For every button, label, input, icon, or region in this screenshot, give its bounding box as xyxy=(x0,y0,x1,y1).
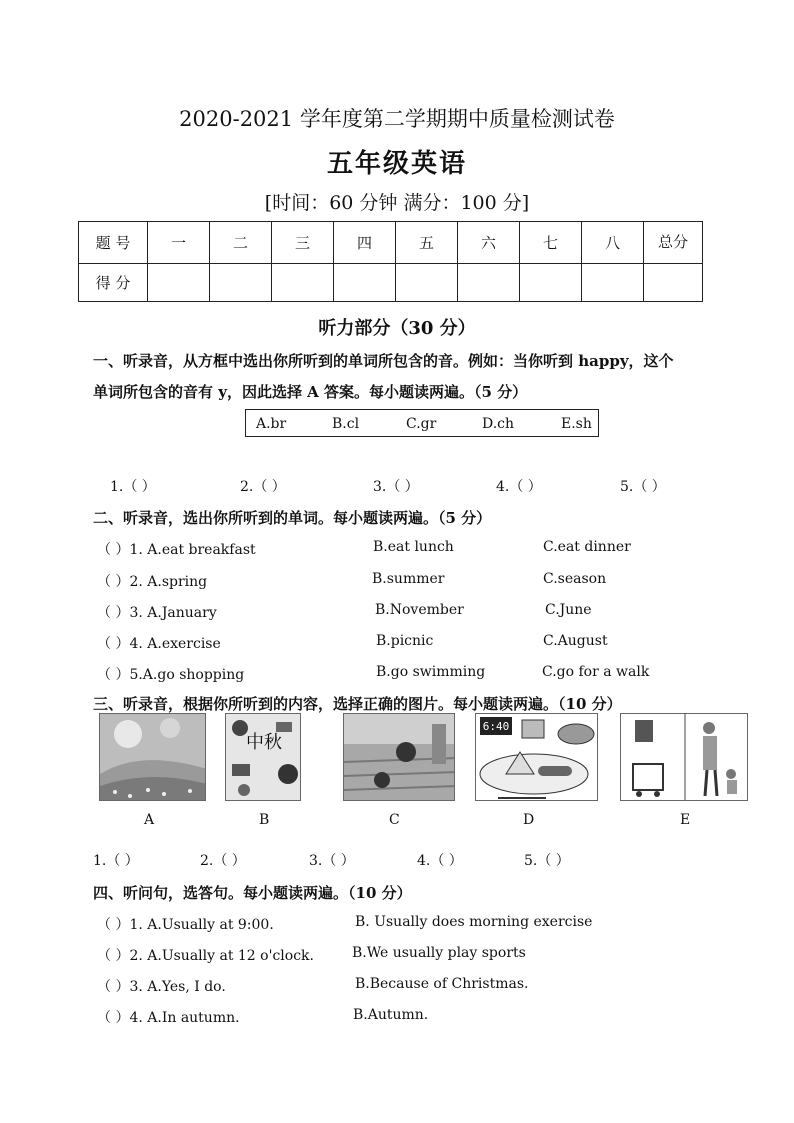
q2-4-option-a[interactable]: （ ）4. A.exercise xyxy=(97,636,221,652)
answer-blank-5[interactable]: 5.（ ） xyxy=(620,479,666,495)
picture-b-mid-autumn[interactable] xyxy=(225,713,301,801)
q2-3-option-a[interactable]: （ ）3. A.January xyxy=(97,605,217,621)
section2-instruction: 二、听录音，选出你所听到的单词。每小题读两遍。（5 分） xyxy=(93,509,492,527)
q4-4-option-b[interactable]: B.Autumn. xyxy=(353,1007,429,1023)
q4-3-option-a[interactable]: （ ）3. A.Yes, I do. xyxy=(97,979,226,995)
section1-instruction: 一、听录音，从方框中选出你所听到的单词所包含的音。例如：当你听到 happy，这个 xyxy=(93,352,674,370)
answer-blank-3[interactable]: 3.（ ） xyxy=(373,479,419,495)
q4-1-option-b[interactable]: B. Usually does morning exercise xyxy=(355,914,593,930)
score-cell[interactable] xyxy=(396,264,458,302)
score-table-score-row xyxy=(79,264,703,302)
section1-instruction-cont: 单词所包含的音有 y，因此选择 A 答案。每小题读两遍。（5 分） xyxy=(93,383,528,401)
score-cell[interactable] xyxy=(148,264,210,302)
q2-5-option-b[interactable]: B.go swimming xyxy=(376,664,486,680)
exam-title: 2020-2021 学年度第二学期期中质量检测试卷 xyxy=(179,107,615,131)
section3-instruction: 三、听录音，根据你所听到的内容，选择正确的图片。每小题读两遍。（10 分） xyxy=(93,695,622,713)
time-info: [时间：60 分钟 满分：100 分] xyxy=(264,192,530,214)
score-table xyxy=(78,221,703,302)
score-cell[interactable] xyxy=(334,264,396,302)
score-col-5: 五 xyxy=(396,222,458,264)
option-d: D.ch xyxy=(482,416,515,432)
q2-4-option-b[interactable]: B.picnic xyxy=(376,633,434,649)
q4-1-option-a[interactable]: （ ）1. A.Usually at 9:00. xyxy=(97,917,274,933)
picture-d-breakfast[interactable] xyxy=(475,713,598,801)
answer-blank-2[interactable]: 2.（ ） xyxy=(240,479,286,495)
q2-5-option-c[interactable]: C.go for a walk xyxy=(542,664,650,680)
score-col-4: 四 xyxy=(334,222,396,264)
score-table-header-row xyxy=(79,222,703,264)
q2-2-option-c[interactable]: C.season xyxy=(543,571,607,587)
q2-2-option-a[interactable]: （ ）2. A.spring xyxy=(97,574,208,590)
subject-title: 五年级英语 xyxy=(326,149,467,179)
picture-answer-blank-4[interactable]: 4.（ ） xyxy=(417,853,463,869)
section4-instruction: 四、听问句，选答句。每小题读两遍。（10 分） xyxy=(93,884,412,902)
score-col-8: 八 xyxy=(582,222,644,264)
option-a: A.br xyxy=(256,416,287,432)
q4-3-option-b[interactable]: B.Because of Christmas. xyxy=(355,976,529,992)
picture-label-d: D xyxy=(523,812,535,828)
q4-4-option-a[interactable]: （ ）4. A.In autumn. xyxy=(97,1010,240,1026)
q4-2-option-b[interactable]: B.We usually play sports xyxy=(352,945,526,961)
picture-e-shopping-walk[interactable] xyxy=(620,713,748,801)
score-row-label: 得 分 xyxy=(79,264,148,302)
option-c: C.gr xyxy=(406,416,437,432)
q2-3-option-c[interactable]: C.June xyxy=(545,602,592,618)
score-col-7: 七 xyxy=(520,222,582,264)
q2-4-option-c[interactable]: C.August xyxy=(543,633,608,649)
q2-3-option-b[interactable]: B.November xyxy=(375,602,464,618)
q2-5-option-a[interactable]: （ ）5.A.go shopping xyxy=(97,667,245,683)
score-col-6: 六 xyxy=(458,222,520,264)
picture-label-a: A xyxy=(144,812,155,828)
score-cell[interactable] xyxy=(458,264,520,302)
score-cell[interactable] xyxy=(644,264,703,302)
score-cell[interactable] xyxy=(210,264,272,302)
q2-1-option-b[interactable]: B.eat lunch xyxy=(373,539,454,555)
picture-label-e: E xyxy=(680,812,691,828)
score-col-1: 一 xyxy=(148,222,210,264)
q2-1-option-a[interactable]: （ ）1. A.eat breakfast xyxy=(97,542,256,558)
picture-label-b: B xyxy=(259,812,270,828)
q2-2-option-b[interactable]: B.summer xyxy=(372,571,445,587)
option-e: E.sh xyxy=(561,416,592,432)
picture-b-text: 中秋 xyxy=(246,732,282,753)
q4-2-option-a[interactable]: （ ）2. A.Usually at 12 o'clock. xyxy=(97,948,314,964)
picture-label-c: C xyxy=(389,812,400,828)
listening-part-title: 听力部分（30 分） xyxy=(318,318,476,339)
score-cell[interactable] xyxy=(582,264,644,302)
score-col-total: 总分 xyxy=(644,222,703,264)
picture-answer-blank-3[interactable]: 3.（ ） xyxy=(309,853,355,869)
picture-c-swimming[interactable] xyxy=(343,713,455,801)
option-b: B.cl xyxy=(332,416,360,432)
score-cell[interactable] xyxy=(520,264,582,302)
score-col-3: 三 xyxy=(272,222,334,264)
q2-1-option-c[interactable]: C.eat dinner xyxy=(543,539,631,555)
score-table-row-label: 题 号 xyxy=(79,222,148,264)
score-col-2: 二 xyxy=(210,222,272,264)
score-cell[interactable] xyxy=(272,264,334,302)
answer-blank-4[interactable]: 4.（ ） xyxy=(496,479,542,495)
picture-a-landscape[interactable] xyxy=(99,713,206,801)
picture-answer-blank-5[interactable]: 5.（ ） xyxy=(524,853,570,869)
picture-answer-blank-2[interactable]: 2.（ ） xyxy=(200,853,246,869)
answer-blank-1[interactable]: 1.（ ） xyxy=(110,479,156,495)
picture-answer-blank-1[interactable]: 1.（ ） xyxy=(93,853,139,869)
sound-options-box xyxy=(245,409,599,437)
picture-d-clock-text: 6:40 xyxy=(482,720,510,733)
